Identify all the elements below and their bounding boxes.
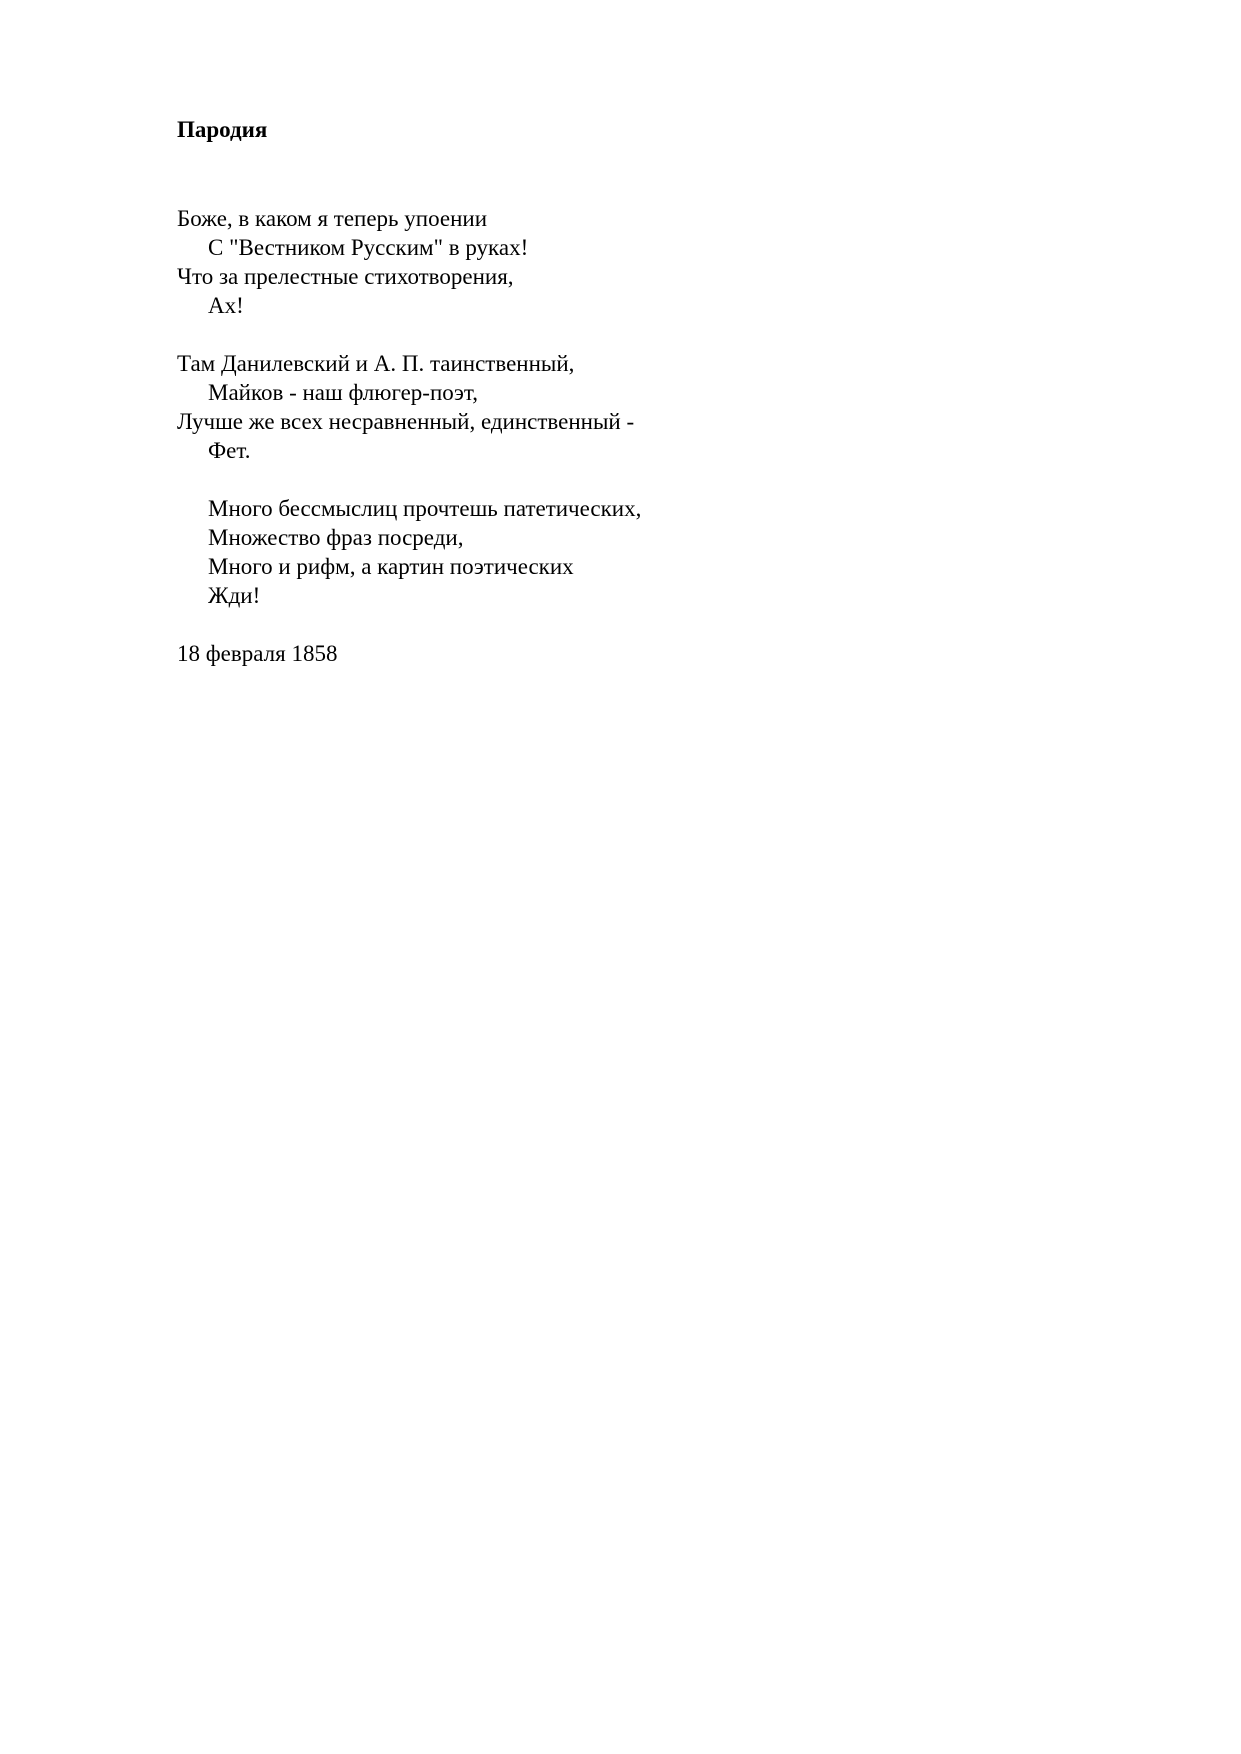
stanza-2 (177, 349, 1077, 465)
poem-line: Много бессмыслиц прочтешь патетических, (208, 496, 642, 521)
poem-line: Множество фраз посреди, (208, 525, 464, 550)
poem-line: Майков - наш флюгер-поэт, (208, 380, 478, 405)
poem-body (177, 204, 1077, 668)
poem-line: Что за прелестные стихотворения, (177, 264, 514, 289)
poem-line: Там Данилевский и А. П. таинственный, (177, 351, 575, 376)
poem-line: Лучше же всех несравненный, единственный - (177, 409, 635, 434)
poem-line: Боже, в каком я теперь упоении (177, 206, 488, 231)
stanza-3 (177, 494, 1077, 610)
poem-date: 18 февраля 1858 (177, 641, 338, 666)
poem-title: Пародия (177, 117, 268, 142)
poem-line: Жди! (208, 583, 261, 608)
poem-line: Фет. (208, 438, 251, 463)
poem-line: С "Вестником Русским" в руках! (208, 235, 529, 260)
stanza-1 (177, 204, 1077, 320)
poem-line: Много и рифм, а картин поэтических (208, 554, 574, 579)
poem-line: Ах! (208, 293, 244, 318)
